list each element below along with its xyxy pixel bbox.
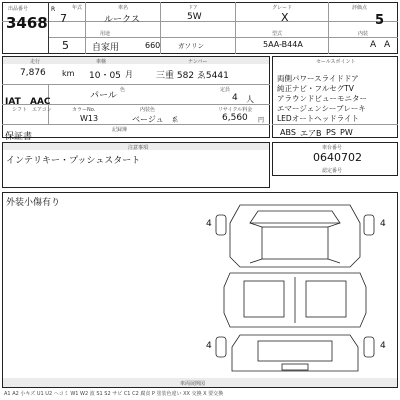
shift-label: シフト: [12, 107, 28, 113]
seats-value: 4: [232, 93, 238, 103]
record-label: 記録簿: [112, 127, 128, 133]
interior-label: 内装: [358, 31, 369, 37]
selling-point-item: エマージェンシーブレーキ: [277, 104, 366, 113]
model-year: 7: [60, 12, 67, 25]
equipment-abs: ABS: [280, 128, 296, 137]
color-value: パール: [90, 91, 117, 101]
mileage-label: 走行: [30, 59, 41, 65]
recycle-unit: 円: [258, 117, 265, 124]
plate-label: ナンバー: [188, 59, 208, 65]
plate-value: 三重 582 ゑ5441: [156, 71, 229, 81]
selling-point-item: 両側パワースライドドア: [277, 74, 359, 83]
color-label: 色: [120, 87, 126, 93]
type-label: 型式: [272, 31, 283, 37]
diagram-footer-label: 車両展開図: [180, 381, 206, 387]
exterior-grade: A: [384, 40, 391, 50]
interior-color-label: 内装色: [140, 107, 156, 113]
vin-label: 車台番号: [322, 145, 343, 151]
warranty-value: 保証書: [5, 132, 33, 142]
inspection-label: 車検: [96, 59, 107, 65]
interior-grade: A: [370, 40, 377, 50]
interior-color-value: ベージュ: [132, 115, 164, 124]
displacement-value: 660: [145, 41, 161, 50]
doors-label: ドア: [188, 5, 198, 11]
tire-marker-front-left: 4: [206, 219, 212, 229]
selling-points-title: セールスポイント: [316, 59, 356, 65]
vehicle-damage-diagram: [200, 197, 390, 377]
ac-label: エアコン: [32, 107, 52, 113]
color-code-value: W13: [80, 114, 99, 123]
model-month: 5: [62, 39, 69, 52]
mileage-value: 7,876: [20, 68, 46, 78]
selling-point-item: アラウンドビューモニター: [277, 94, 367, 103]
notes-label: 注意事項: [128, 145, 149, 151]
score-label: 評価点: [352, 5, 368, 11]
inspection-notes-text: 外装小傷有り: [6, 198, 61, 208]
tire-marker-rear-right: 4: [380, 341, 386, 351]
vin-sub-label: 認定番号: [322, 168, 343, 174]
lot-number: 3468: [6, 14, 48, 32]
transmission-value: IAT: [5, 97, 21, 107]
usage-value: 自家用: [92, 43, 120, 53]
vin-value: 0640702: [313, 151, 362, 164]
car-model: ルークス: [104, 15, 140, 25]
mileage-unit: km: [62, 69, 75, 78]
inspection-value: 10・05: [89, 71, 121, 81]
equipment-airbag: エアB: [300, 129, 322, 138]
interior-color-suffix: 系: [172, 117, 179, 124]
recycle-label: リサイクル料金: [218, 107, 253, 113]
doors-value: 5W: [187, 12, 202, 22]
model-label: 車名: [118, 5, 129, 11]
seats-label: 定員: [220, 87, 231, 93]
r-mark: R: [51, 6, 56, 13]
usage-label: 用途: [100, 31, 111, 37]
selling-point-item: 純正ナビ・フルセグTV: [277, 84, 354, 93]
notes-text: インテリキー・プッシュスタート: [6, 156, 141, 166]
chassis-type: 5AA-B44A: [263, 40, 303, 49]
fuel-value: ガソリン: [178, 42, 204, 50]
year-label: 年式: [72, 5, 83, 11]
grade-value: X: [281, 11, 289, 24]
equipment-ps: PS: [326, 128, 336, 137]
grade-label: グレード: [272, 5, 293, 11]
specs-label-band: [3, 57, 269, 64]
tire-marker-rear-left: 4: [206, 341, 212, 351]
recycle-fee: 6,560: [222, 113, 248, 123]
seats-unit: 人: [246, 95, 254, 104]
inspection-unit: 月: [125, 70, 133, 79]
color-code-label: カラーNo.: [72, 107, 96, 113]
ac-value: AAC: [30, 97, 51, 107]
selling-point-item: LEDオートヘッドライト: [277, 114, 359, 123]
lot-label: 出品番号: [8, 6, 29, 12]
score-value: 5: [375, 13, 385, 28]
tire-marker-front-right: 4: [380, 219, 386, 229]
footer-disclaimer: A1 A2 小キズ U1 U2 ヘコミ W1 W2 波 S1 S2 サビ C1 C2 腐食 P 塗装色違い XX 交換 X 要交換: [4, 391, 224, 397]
equipment-pw: PW: [340, 128, 353, 137]
